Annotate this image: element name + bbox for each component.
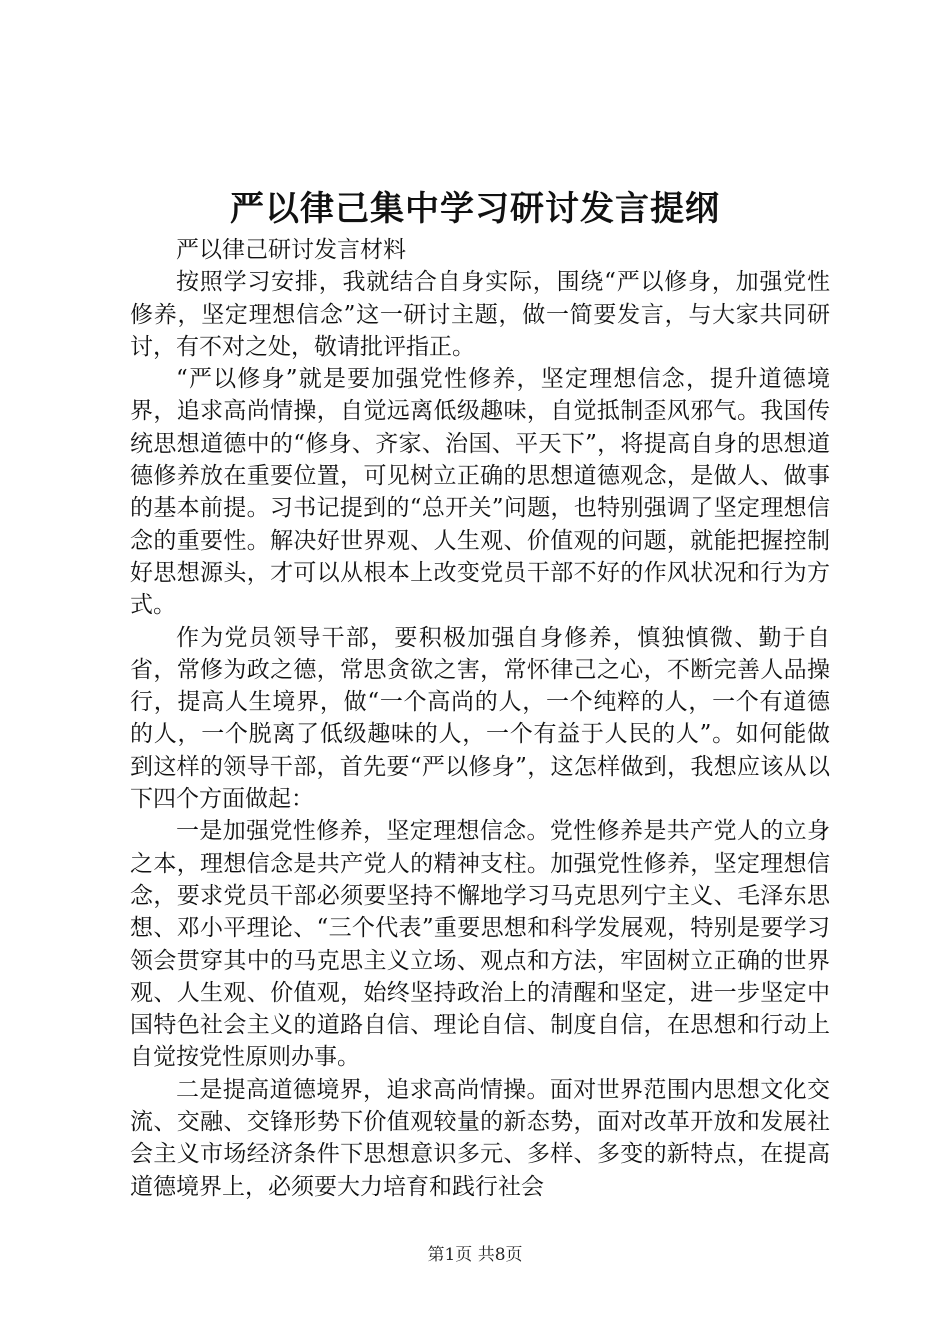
document-body bbox=[130, 234, 830, 1203]
paragraph: 二是提高道德境界，追求高尚情操。面对世界范围内思想文化交流、交融、交锋形势下价值观较量的新态势，面对改革开放和发展社会主义市场经济条件下思想意识多元、多样、多变的新特点，在提高道德境界上，必须要大力培育和践行社会 bbox=[130, 1076, 830, 1200]
paragraph: 按照学习安排，我就结合自身实际，围绕“严以修身，加强党性修养，坚定理想信念”这一研讨主题，做一简要发言，与大家共同研讨，有不对之处，敬请批评指正。 bbox=[130, 269, 830, 360]
paragraph-subtitle: 严以律己研讨发言材料 bbox=[176, 237, 406, 263]
page-number-footer: 第1页 共8页 bbox=[427, 1245, 523, 1265]
paragraph: “严以修身”就是要加强党性修养，坚定理想信念，提升道德境界，追求高尚情操，自觉远离低级趣味，自觉抵制歪风邪气。我国传统思想道德中的“修身、齐家、治国、平天下”，将提高自身的思想道德修养放在重要位置，可见树立正确的思想道德观念，是做人、做事的基本前提。习书记提到的“总开关”问题，也特别强调了坚定理想信念的重要性。解决好世界观、人生观、价值观的问题，就能把握控制好思想源头，才可以从根本上改变党员干部不好的作风状况和行为方式。 bbox=[130, 366, 830, 619]
paragraph: 一是加强党性修养，坚定理想信念。党性修养是共产党人的立身之本，理想信念是共产党人的精神支柱。加强党性修养，坚定理想信念，要求党员干部必须要坚持不懈地学习马克思列宁主义、毛泽东思想、邓小平理论、“三个代表”重要思想和科学发展观，特别是要学习领会贯穿其中的马克思主义立场、观点和方法，牢固树立正确的世界观、人生观、价值观，始终坚持政治上的清醒和坚定，进一步坚定中国特色社会主义的道路自信、理论自信、制度自信，在思想和行动上自觉按党性原则办事。 bbox=[130, 818, 830, 1071]
document-title: 严以律己集中学习研讨发言提纲 bbox=[230, 189, 720, 229]
paragraph: 作为党员领导干部，要积极加强自身修养，慎独慎微、勤于自省，常修为政之德，常思贪欲之害，常怀律己之心，不断完善人品操行，提高人生境界，做“一个高尚的人，一个纯粹的人，一个有道德的人，一个脱离了低级趣味的人，一个有益于人民的人”。如何能做到这样的领导干部，首先要“严以修身”，这怎样做到，我想应该从以下四个方面做起： bbox=[130, 624, 830, 813]
